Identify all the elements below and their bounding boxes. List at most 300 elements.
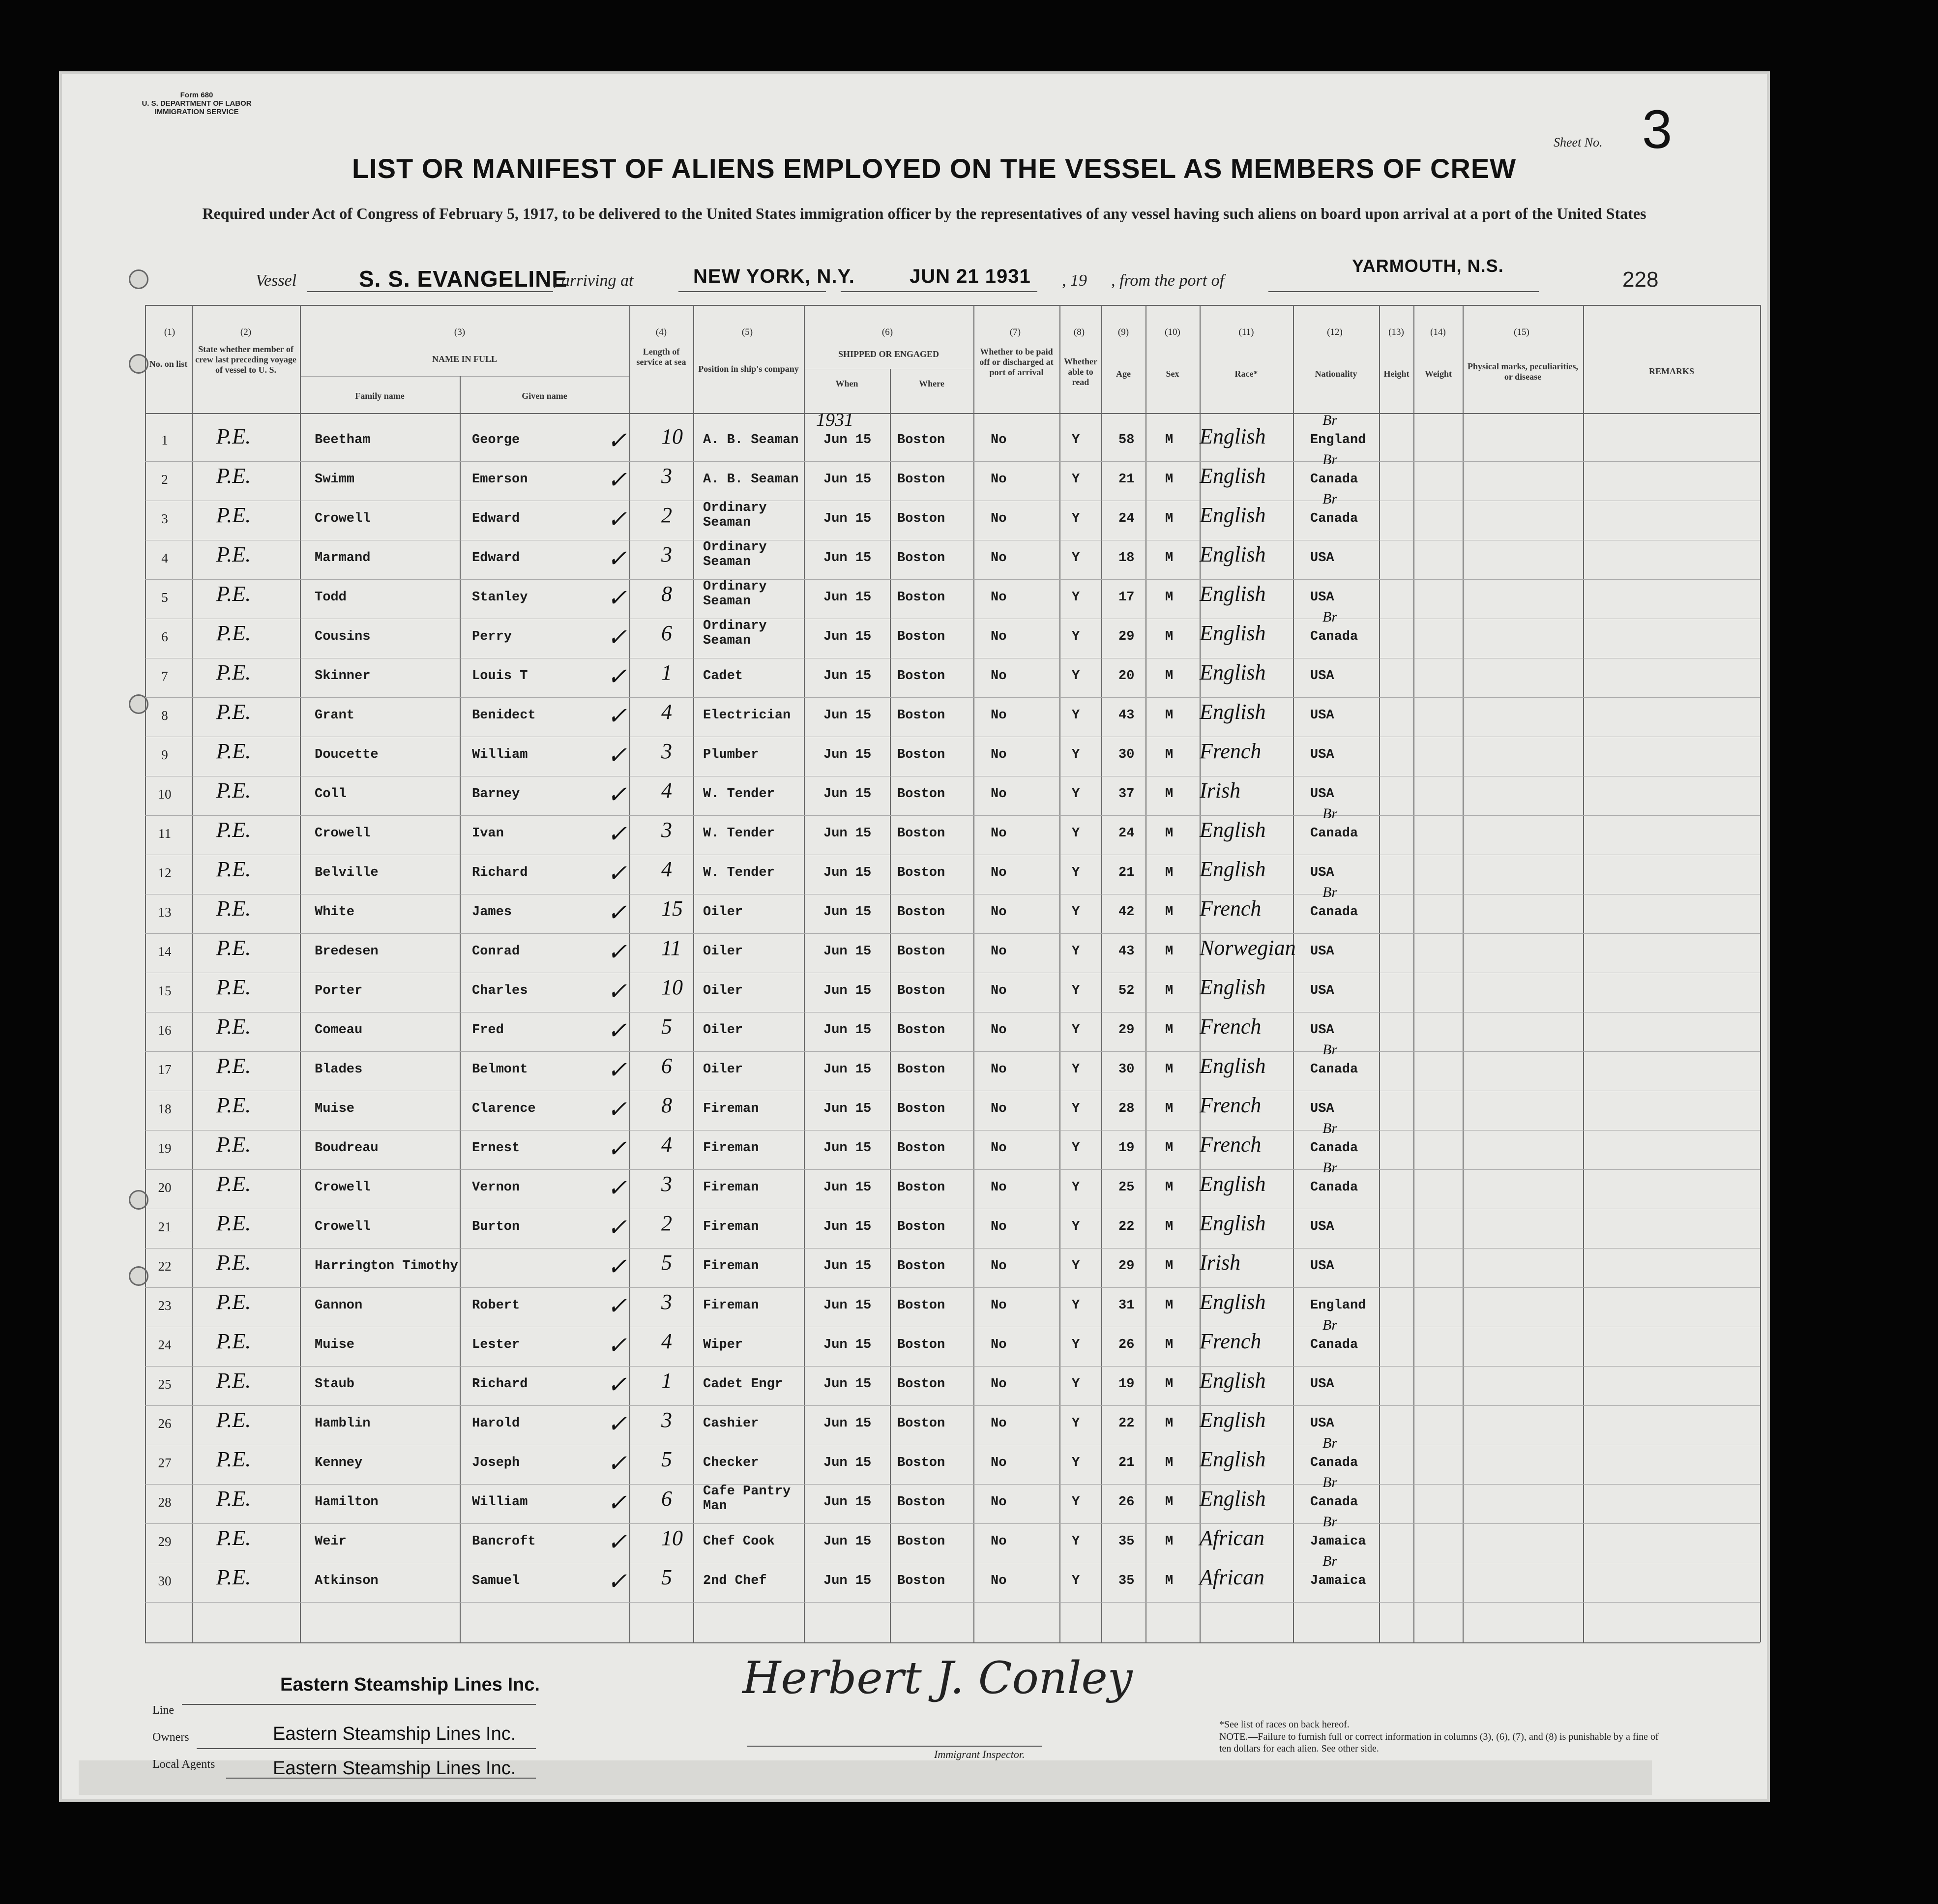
owners-label: Owners <box>152 1731 189 1744</box>
shipped-where: Boston <box>897 551 945 565</box>
previous-voyage-mark: P.E. <box>216 896 251 921</box>
length-of-service: 2 <box>661 1211 672 1235</box>
length-of-service: 4 <box>661 1329 672 1353</box>
shipped-when: Jun 15 <box>823 551 872 565</box>
position: Cadet Engr <box>703 1377 783 1392</box>
family-name: Crowell <box>315 1220 371 1234</box>
sheet-label: Sheet No. <box>1554 135 1603 149</box>
given-name: Robert <box>472 1298 520 1313</box>
british-mark: Br <box>1322 1041 1337 1058</box>
check-mark-icon: ✓ <box>607 979 627 1005</box>
header-able-to-read: Whether able to read <box>1064 357 1097 387</box>
previous-voyage-mark: P.E. <box>216 700 251 724</box>
check-mark-icon: ✓ <box>607 1097 627 1123</box>
given-name: Vernon <box>472 1180 520 1195</box>
row-number: 30 <box>158 1574 172 1588</box>
able-to-read: Y <box>1072 983 1080 998</box>
able-to-read: Y <box>1072 1220 1080 1234</box>
paid-off: No <box>991 944 1007 959</box>
check-mark-icon: ✓ <box>607 861 627 887</box>
length-of-service: 3 <box>661 542 672 566</box>
row-number: 20 <box>158 1180 172 1195</box>
header-shipped-or-engaged: SHIPPED OR ENGAGED <box>838 349 940 359</box>
binder-hole-icon <box>129 269 148 289</box>
able-to-read: Y <box>1072 865 1080 880</box>
row-number: 3 <box>161 511 168 526</box>
length-of-service: 6 <box>661 621 672 645</box>
able-to-read: Y <box>1072 1338 1080 1352</box>
family-name: Todd <box>315 590 347 605</box>
previous-voyage-mark: P.E. <box>216 1014 251 1039</box>
nationality: England <box>1310 1298 1366 1313</box>
previous-voyage-mark: P.E. <box>216 1565 251 1589</box>
sex: M <box>1165 747 1174 762</box>
shipped-where: Boston <box>897 1574 945 1588</box>
check-mark-icon: ✓ <box>607 625 627 651</box>
form-number-line: Form 680 <box>180 91 213 99</box>
family-name: Comeau <box>315 1023 363 1038</box>
family-name: White <box>315 905 355 920</box>
position: Cashier <box>703 1416 759 1431</box>
race: English <box>1200 818 1266 842</box>
line-label: Line <box>152 1704 174 1717</box>
given-name: Benidect <box>472 708 536 723</box>
able-to-read: Y <box>1072 1141 1080 1156</box>
sex: M <box>1165 1062 1174 1077</box>
position: Fireman <box>703 1220 759 1234</box>
row-number: 5 <box>161 590 168 605</box>
age: 21 <box>1118 472 1135 487</box>
row-number: 8 <box>161 708 168 723</box>
british-mark: Br <box>1322 1514 1337 1530</box>
family-name: Beetham <box>315 433 371 447</box>
column-number: (9) <box>1117 327 1129 337</box>
given-name: Clarence <box>472 1101 536 1116</box>
check-mark-icon: ✓ <box>607 1333 627 1359</box>
sex: M <box>1165 944 1174 959</box>
from-port-label: , from the port of <box>1111 271 1225 290</box>
previous-voyage-mark: P.E. <box>216 1329 251 1353</box>
given-name: Edward <box>472 511 520 526</box>
paid-off: No <box>991 433 1007 447</box>
able-to-read: Y <box>1072 669 1080 684</box>
race: English <box>1200 464 1266 488</box>
given-name: Ernest <box>472 1141 520 1156</box>
given-name: James <box>472 905 512 920</box>
age: 29 <box>1118 1023 1135 1038</box>
previous-voyage-mark: P.E. <box>216 1054 251 1078</box>
paid-off: No <box>991 1141 1007 1156</box>
race: French <box>1200 1329 1262 1353</box>
previous-voyage-mark: P.E. <box>216 1093 251 1117</box>
shipped-where: Boston <box>897 1534 945 1549</box>
check-mark-icon: ✓ <box>607 1057 627 1083</box>
check-mark-icon: ✓ <box>607 821 627 847</box>
given-name: Richard <box>472 865 528 880</box>
position: 2nd Chef <box>703 1574 767 1588</box>
race: English <box>1200 700 1266 724</box>
column-number: (15) <box>1514 327 1529 337</box>
row-number: 4 <box>161 551 168 565</box>
position: Oiler <box>703 1023 743 1038</box>
nationality: USA <box>1310 787 1334 802</box>
shipped-when: Jun 15 <box>823 1495 872 1510</box>
paid-off: No <box>991 1023 1007 1038</box>
family-name: Weir <box>315 1534 347 1549</box>
length-of-service: 3 <box>661 464 672 488</box>
british-mark: Br <box>1322 1317 1337 1333</box>
position: Wiper <box>703 1338 743 1352</box>
able-to-read: Y <box>1072 433 1080 447</box>
inspector-signature: Herbert J. Conley <box>742 1652 1133 1704</box>
age: 24 <box>1118 826 1135 841</box>
column-number: (14) <box>1430 327 1446 337</box>
family-name: Coll <box>315 787 347 802</box>
length-of-service: 8 <box>661 582 672 606</box>
position: Ordinary Seaman <box>703 579 767 609</box>
shipped-when: Jun 15 <box>823 944 872 959</box>
length-of-service: 3 <box>661 818 672 842</box>
previous-voyage-mark: P.E. <box>216 1368 251 1393</box>
sex: M <box>1165 1101 1174 1116</box>
age: 43 <box>1118 944 1135 959</box>
family-name: Cousins <box>315 629 371 644</box>
race: English <box>1200 542 1266 566</box>
previous-voyage-mark: P.E. <box>216 1211 251 1235</box>
paid-off: No <box>991 590 1007 605</box>
nationality: USA <box>1310 1377 1334 1392</box>
check-mark-icon: ✓ <box>607 1411 627 1437</box>
previous-voyage-mark: P.E. <box>216 1408 251 1432</box>
shipped-when: Jun 15 <box>823 826 872 841</box>
form-number <box>113 91 280 116</box>
race: English <box>1200 1368 1266 1393</box>
previous-voyage-mark: P.E. <box>216 660 251 684</box>
sex: M <box>1165 629 1174 644</box>
check-mark-icon: ✓ <box>607 1215 627 1241</box>
vessel-line <box>256 256 1681 295</box>
nationality: Jamaica <box>1310 1534 1366 1549</box>
previous-voyage-mark: P.E. <box>216 739 251 763</box>
column-number: (8) <box>1073 327 1085 337</box>
able-to-read: Y <box>1072 1574 1080 1588</box>
able-to-read: Y <box>1072 629 1080 644</box>
shipped-when: Jun 15 <box>823 1101 872 1116</box>
given-name: Joseph <box>472 1456 520 1470</box>
shipped-where: Boston <box>897 1141 945 1156</box>
column-number: (3) <box>454 327 466 337</box>
column-number: (11) <box>1238 327 1254 337</box>
family-name: Belville <box>315 865 379 880</box>
position: Ordinary Seaman <box>703 619 767 648</box>
age: 42 <box>1118 905 1135 920</box>
family-name: Muise <box>315 1101 355 1116</box>
previous-voyage-mark: P.E. <box>216 582 251 606</box>
family-name: Harrington Timothy <box>315 1259 458 1274</box>
family-name: Crowell <box>315 511 371 526</box>
nationality: Canada <box>1310 511 1358 526</box>
arriving-label: , arriving at <box>553 271 634 290</box>
shipped-where: Boston <box>897 1023 945 1038</box>
position: Oiler <box>703 905 743 920</box>
position: Checker <box>703 1456 759 1470</box>
family-name: Swimm <box>315 472 355 487</box>
able-to-read: Y <box>1072 1377 1080 1392</box>
given-name: Samuel <box>472 1574 520 1588</box>
header-weight: Weight <box>1424 369 1452 379</box>
shipped-where: Boston <box>897 1377 945 1392</box>
able-to-read: Y <box>1072 905 1080 920</box>
shipped-where: Boston <box>897 1416 945 1431</box>
position: Oiler <box>703 944 743 959</box>
length-of-service: 3 <box>661 1172 672 1196</box>
penalty-note: NOTE.—Failure to furnish full or correct information in columns (3), (6), (7), and (8) is punishable by a fine of ten dollars for each alien. See other side. <box>1219 1731 1659 1754</box>
given-name: Fred <box>472 1023 504 1038</box>
shipped-where: Boston <box>897 1259 945 1274</box>
length-of-service: 1 <box>661 1368 672 1393</box>
british-mark: Br <box>1322 1553 1337 1569</box>
age: 29 <box>1118 1259 1135 1274</box>
age: 24 <box>1118 511 1135 526</box>
family-name: Blades <box>315 1062 363 1077</box>
row-number: 26 <box>158 1416 172 1431</box>
paid-off: No <box>991 1101 1007 1116</box>
age: 22 <box>1118 1220 1135 1234</box>
able-to-read: Y <box>1072 1062 1080 1077</box>
column-number: (13) <box>1388 327 1404 337</box>
family-name: Atkinson <box>315 1574 379 1588</box>
shipped-when: Jun 15 <box>823 1416 872 1431</box>
header-where: Where <box>919 379 944 388</box>
row-number: 7 <box>161 669 168 684</box>
shipped-when: Jun 15 <box>823 1220 872 1234</box>
inspector-label: Immigrant Inspector. <box>934 1748 1025 1760</box>
nationality: USA <box>1310 1101 1334 1116</box>
local-agents-value: Eastern Steamship Lines Inc. <box>273 1758 516 1779</box>
shipped-where: Boston <box>897 590 945 605</box>
header-remarks: REMARKS <box>1648 366 1694 376</box>
sex: M <box>1165 865 1174 880</box>
previous-voyage-mark: P.E. <box>216 1487 251 1511</box>
paid-off: No <box>991 1062 1007 1077</box>
race: French <box>1200 739 1262 763</box>
shipped-where: Boston <box>897 905 945 920</box>
header-no-on-list: No. on list <box>149 359 188 369</box>
row-number: 25 <box>158 1377 172 1392</box>
check-mark-icon: ✓ <box>607 1136 627 1162</box>
previous-voyage-mark: P.E. <box>216 1172 251 1196</box>
nationality: Canada <box>1310 1338 1358 1352</box>
length-of-service: 11 <box>661 936 681 960</box>
paid-off: No <box>991 826 1007 841</box>
able-to-read: Y <box>1072 590 1080 605</box>
british-mark: Br <box>1322 491 1337 507</box>
sheet-number: 3 <box>1642 99 1673 160</box>
nationality: USA <box>1310 1259 1334 1274</box>
races-note: *See list of races on back hereof. <box>1219 1719 1350 1730</box>
age: 17 <box>1118 590 1135 605</box>
able-to-read: Y <box>1072 1456 1080 1470</box>
previous-voyage-mark: P.E. <box>216 464 251 488</box>
nationality: Canada <box>1310 1495 1358 1510</box>
shipped-where: Boston <box>897 787 945 802</box>
paid-off: No <box>991 905 1007 920</box>
sex: M <box>1165 511 1174 526</box>
arrival-date: JUN 21 1931 <box>910 266 1031 287</box>
race: French <box>1200 1093 1262 1117</box>
previous-voyage-mark: P.E. <box>216 1447 251 1471</box>
age: 37 <box>1118 787 1135 802</box>
nationality: Canada <box>1310 1141 1358 1156</box>
race: English <box>1200 1290 1266 1314</box>
shipped-when: Jun 15 <box>823 1259 872 1274</box>
race: English <box>1200 424 1266 448</box>
race: English <box>1200 1487 1266 1511</box>
given-name: Lester <box>472 1338 520 1352</box>
given-name: William <box>472 1495 528 1510</box>
paid-off: No <box>991 669 1007 684</box>
race: English <box>1200 857 1266 881</box>
column-number: (12) <box>1327 327 1343 337</box>
sex: M <box>1165 1023 1174 1038</box>
nationality: USA <box>1310 1416 1334 1431</box>
position: Plumber <box>703 747 759 762</box>
shipped-when: Jun 15 <box>823 1180 872 1195</box>
position: Oiler <box>703 1062 743 1077</box>
row-number: 19 <box>158 1141 172 1156</box>
race: English <box>1200 1172 1266 1196</box>
given-name: Emerson <box>472 472 528 487</box>
race: French <box>1200 896 1262 921</box>
shipped-when: Jun 15 <box>823 787 872 802</box>
check-mark-icon: ✓ <box>607 585 627 611</box>
departure-port: YARMOUTH, N.S. <box>1352 256 1504 276</box>
given-name: Harold <box>472 1416 520 1431</box>
nationality: Canada <box>1310 905 1358 920</box>
race: French <box>1200 1132 1262 1157</box>
nationality: USA <box>1310 551 1334 565</box>
shipped-where: Boston <box>897 472 945 487</box>
shipped-when: Jun 15 <box>823 669 872 684</box>
shipped-when: Jun 15 <box>823 708 872 723</box>
shipped-year-note: 1931 <box>816 410 853 430</box>
sex: M <box>1165 1180 1174 1195</box>
family-name: Doucette <box>315 747 379 762</box>
shipped-where: Boston <box>897 1062 945 1077</box>
british-mark: Br <box>1322 412 1337 428</box>
row-number: 17 <box>158 1062 172 1077</box>
given-name: Edward <box>472 551 520 565</box>
page-title: LIST OR MANIFEST OF ALIENS EMPLOYED ON THE VESSEL AS MEMBERS OF CREW <box>352 153 1517 184</box>
previous-voyage-mark: P.E. <box>216 621 251 645</box>
previous-voyage-mark: P.E. <box>216 1526 251 1550</box>
previous-voyage-mark: P.E. <box>216 1250 251 1275</box>
family-name: Crowell <box>315 1180 371 1195</box>
able-to-read: Y <box>1072 1416 1080 1431</box>
row-number: 29 <box>158 1534 172 1549</box>
shipped-where: Boston <box>897 1338 945 1352</box>
paid-off: No <box>991 472 1007 487</box>
paid-off: No <box>991 551 1007 565</box>
shipped-where: Boston <box>897 983 945 998</box>
shipped-when: Jun 15 <box>823 865 872 880</box>
sex: M <box>1165 551 1174 565</box>
sex: M <box>1165 669 1174 684</box>
length-of-service: 5 <box>661 1447 672 1471</box>
shipped-where: Boston <box>897 1456 945 1470</box>
row-number: 6 <box>161 629 168 644</box>
age: 20 <box>1118 669 1135 684</box>
header-name-in-full: NAME IN FULL <box>432 354 497 364</box>
row-number: 2 <box>161 472 168 487</box>
paid-off: No <box>991 511 1007 526</box>
check-mark-icon: ✓ <box>607 1569 627 1595</box>
able-to-read: Y <box>1072 511 1080 526</box>
family-name: Bredesen <box>315 944 379 959</box>
race: English <box>1200 1054 1266 1078</box>
header-age: Age <box>1116 369 1131 379</box>
length-of-service: 3 <box>661 1408 672 1432</box>
header-given-name: Given name <box>522 391 567 401</box>
check-mark-icon: ✓ <box>607 546 627 572</box>
able-to-read: Y <box>1072 1259 1080 1274</box>
shipped-where: Boston <box>897 1220 945 1234</box>
sex: M <box>1165 472 1174 487</box>
previous-voyage-mark: P.E. <box>216 542 251 566</box>
shipped-when: Jun 15 <box>823 1534 872 1549</box>
length-of-service: 5 <box>661 1565 672 1589</box>
header-family-name: Family name <box>355 391 405 401</box>
length-of-service: 4 <box>661 857 672 881</box>
header-sex: Sex <box>1166 369 1179 379</box>
length-of-service: 10 <box>661 975 683 999</box>
row-number: 14 <box>158 944 172 959</box>
page-subtitle: Required under Act of Congress of February 5, 1917, to be delivered to the United States immigration officer by the representatives of any vessel having such aliens on board upon arrival at a port of the United States <box>202 205 1646 222</box>
header-nationality: Nationality <box>1315 369 1357 379</box>
family-name: Gannon <box>315 1298 363 1313</box>
check-mark-icon: ✓ <box>607 664 627 690</box>
shipped-when: Jun 15 <box>823 1377 872 1392</box>
family-name: Muise <box>315 1338 355 1352</box>
given-name: Richard <box>472 1377 528 1392</box>
race: English <box>1200 582 1266 606</box>
sex: M <box>1165 1141 1174 1156</box>
year-suffix: , 19 <box>1062 271 1087 290</box>
given-name: Burton <box>472 1220 520 1234</box>
able-to-read: Y <box>1072 944 1080 959</box>
shipped-when: Jun 15 <box>823 1574 872 1588</box>
age: 21 <box>1118 1456 1135 1470</box>
shipped-when: Jun 15 <box>823 1338 872 1352</box>
nationality: Canada <box>1310 472 1358 487</box>
paid-off: No <box>991 983 1007 998</box>
shipped-when: Jun 15 <box>823 1023 872 1038</box>
race: English <box>1200 660 1266 684</box>
shipped-when: Jun 15 <box>823 472 872 487</box>
length-of-service: 4 <box>661 1132 672 1157</box>
sex: M <box>1165 433 1174 447</box>
race: English <box>1200 621 1266 645</box>
column-number: (4) <box>655 327 667 337</box>
row-number: 9 <box>161 747 168 762</box>
length-of-service: 15 <box>661 896 683 921</box>
age: 25 <box>1118 1180 1135 1195</box>
british-mark: Br <box>1322 609 1337 625</box>
paid-off: No <box>991 1338 1007 1352</box>
nationality: England <box>1310 433 1366 447</box>
given-name: Charles <box>472 983 528 998</box>
nationality: USA <box>1310 944 1334 959</box>
